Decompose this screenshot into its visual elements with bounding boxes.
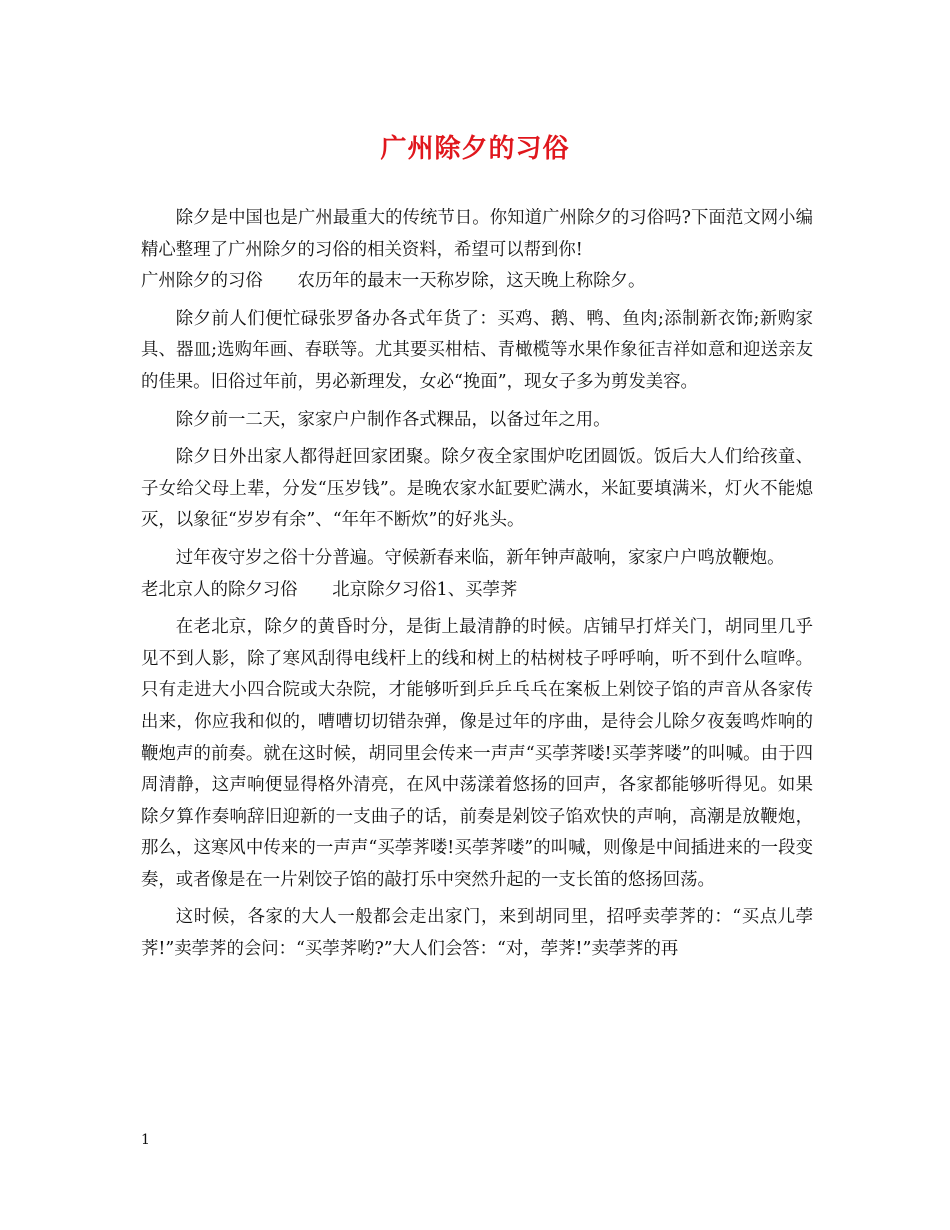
body-paragraph: 除夕是中国也是广州最重大的传统节日。你知道广州除夕的习俗吗?下面范文网小编精心整理了广州除夕的习俗的相关资料，希望可以帮到你!: [141, 208, 813, 260]
body-paragraph: 除夕前人们便忙碌张罗备办各式年货了：买鸡、鹅、鸭、鱼肉;添制新衣饰;新购家具、器皿;选购年画、春联等。尤其要买柑桔、青橄榄等水果作象征吉祥如意和迎送亲友的佳果。旧俗过年前，男必新理发，女必“挽面”，现女子多为剪发美容。: [141, 308, 813, 392]
body-paragraph: 在老北京，除夕的黄昏时分，是街上最清静的时候。店铺早打烊关门，胡同里几乎见不到人影，除了寒风刮得电线杆上的线和树上的枯树枝子呼呼响，听不到什么喧哗。只有走进大小四合院或大杂院，才能够听到乒乒乓乓在案板上剁饺子馅的声音从各家传出来，你应我和似的，嘈嘈切切错杂弹，像是过年的序曲，是待会儿除夕夜轰鸣炸响的鞭炮声的前奏。就在这时候，胡同里会传来一声声“买荸荠喽!买荸荠喽”的叫喊。由于四周清静，这声响便显得格外清亮，在风中荡漾着悠扬的回声，各家都能够听得见。如果除夕算作奏响辞旧迎新的一支曲子的话，前奏是剁饺子馅欢快的声响，高潮是放鞭炮，那么，这寒风中传来的一声声“买荸荠喽!买荸荠喽”的叫喊，则像是中间插进来的一段变奏，或者像是在一片剁饺子馅的敲打乐中突然升起的一支长笛的悠扬回荡。: [141, 617, 813, 890]
body-paragraph: 老北京人的除夕习俗 北京除夕习俗1、买荸荠: [141, 579, 518, 600]
document-title: 广州除夕的习俗: [380, 134, 570, 164]
page-number: 1: [141, 1132, 150, 1148]
body-paragraph: 过年夜守岁之俗十分普遍。守候新春来临，新年钟声敲响，家家户户鸣放鞭炮。: [175, 547, 785, 568]
body-paragraph: 这时候，各家的大人一般都会走出家门，来到胡同里，招呼卖荸荠的：“买点儿荸荠!”卖荸荠的会问：“买荸荠哟?”大人们会答：“对，荸荠!”卖荸荠的再: [141, 907, 813, 960]
body-paragraph: 除夕前一二天，家家户户制作各式粿品，以备过年之用。: [175, 409, 611, 430]
body-paragraph: 除夕日外出家人都得赶回家团聚。除夕夜全家围炉吃团圆饭。饭后大人们给孩童、子女给父母上辈，分发“压岁钱”。是晚农家水缸要贮满水，米缸要填满米，灯火不能熄灭，以象征“岁岁有余”、“年年不断炊”的好兆头。: [141, 447, 813, 531]
body-paragraph: 广州除夕的习俗 农历年的最末一天称岁除，这天晚上称除夕。: [141, 271, 646, 292]
document-body: [141, 203, 813, 966]
